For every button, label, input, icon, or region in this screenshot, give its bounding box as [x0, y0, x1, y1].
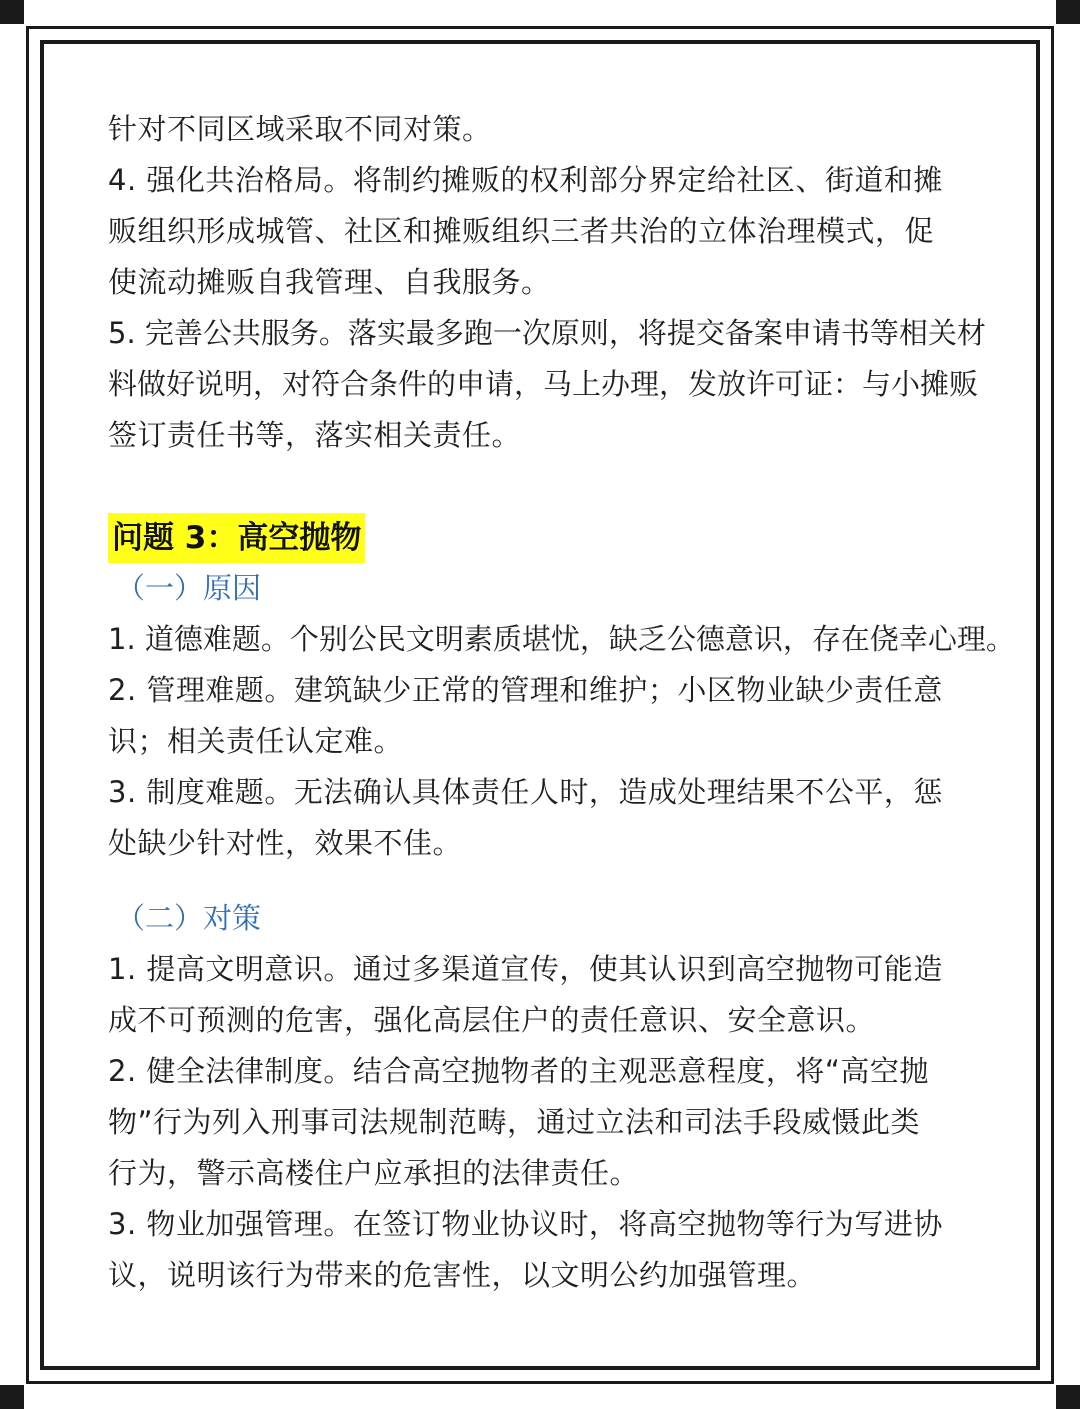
- text-line: 2. 健全法律制度。结合高空抛物者的主观恶意程度，将“高空抛: [108, 1054, 929, 1088]
- causes-list: [108, 614, 1015, 869]
- text-line: 物”行为列入刑事司法规制范畴，通过立法和司法手段威慑此类: [108, 1105, 921, 1139]
- measures-subheading: （二）对策: [116, 901, 262, 935]
- text-line: 1. 道德难题。个别公民文明素质堪忧，缺乏公德意识，存在侥幸心理。: [108, 622, 1015, 656]
- text-line: 5. 完善公共服务。落实最多跑一次原则，将提交备案申请书等相关材: [108, 316, 986, 350]
- text-line: 识；相关责任认定难。: [108, 724, 404, 758]
- text-line: 4. 强化共治格局。将制约摊贩的权利部分界定给社区、街道和摊: [108, 163, 943, 197]
- text-line: 1. 提高文明意识。通过多渠道宣传，使其认识到高空抛物可能造: [108, 952, 943, 986]
- corner-mark-bottom-right: [1056, 1385, 1080, 1409]
- top-section: [108, 104, 988, 461]
- measures-list: [108, 944, 988, 1301]
- section-heading: 问题 3：高空抛物: [108, 513, 365, 563]
- text-line: 料做好说明，对符合条件的申请，马上办理，发放许可证：与小摊贩: [108, 367, 979, 401]
- corner-mark-top-right: [1056, 0, 1080, 24]
- corner-mark-top-left: [0, 0, 24, 24]
- text-line: 3. 制度难题。无法确认具体责任人时，造成处理结果不公平，惩: [108, 775, 943, 809]
- text-line: 处缺少针对性，效果不佳。: [108, 826, 463, 860]
- document-content: [108, 104, 1015, 1301]
- text-line: 针对不同区域采取不同对策。: [108, 112, 492, 146]
- text-line: 贩组织形成城管、社区和摊贩组织三者共治的立体治理模式，促: [108, 214, 935, 248]
- text-line: 议，说明该行为带来的危害性，以文明公约加强管理。: [108, 1258, 817, 1292]
- text-line: 签订责任书等，落实相关责任。: [108, 418, 522, 452]
- text-line: 行为，警示高楼住户应承担的法律责任。: [108, 1156, 640, 1190]
- problem-3-heading: [108, 513, 988, 563]
- text-line: 3. 物业加强管理。在签订物业协议时，将高空抛物等行为写进协: [108, 1207, 943, 1241]
- causes-subheading: （一）原因: [116, 571, 262, 605]
- text-line: 成不可预测的危害，强化高层住户的责任意识、安全意识。: [108, 1003, 876, 1037]
- text-line: 2. 管理难题。建筑缺少正常的管理和维护；小区物业缺少责任意: [108, 673, 943, 707]
- text-line: 使流动摊贩自我管理、自我服务。: [108, 265, 551, 299]
- corner-mark-bottom-left: [0, 1385, 24, 1409]
